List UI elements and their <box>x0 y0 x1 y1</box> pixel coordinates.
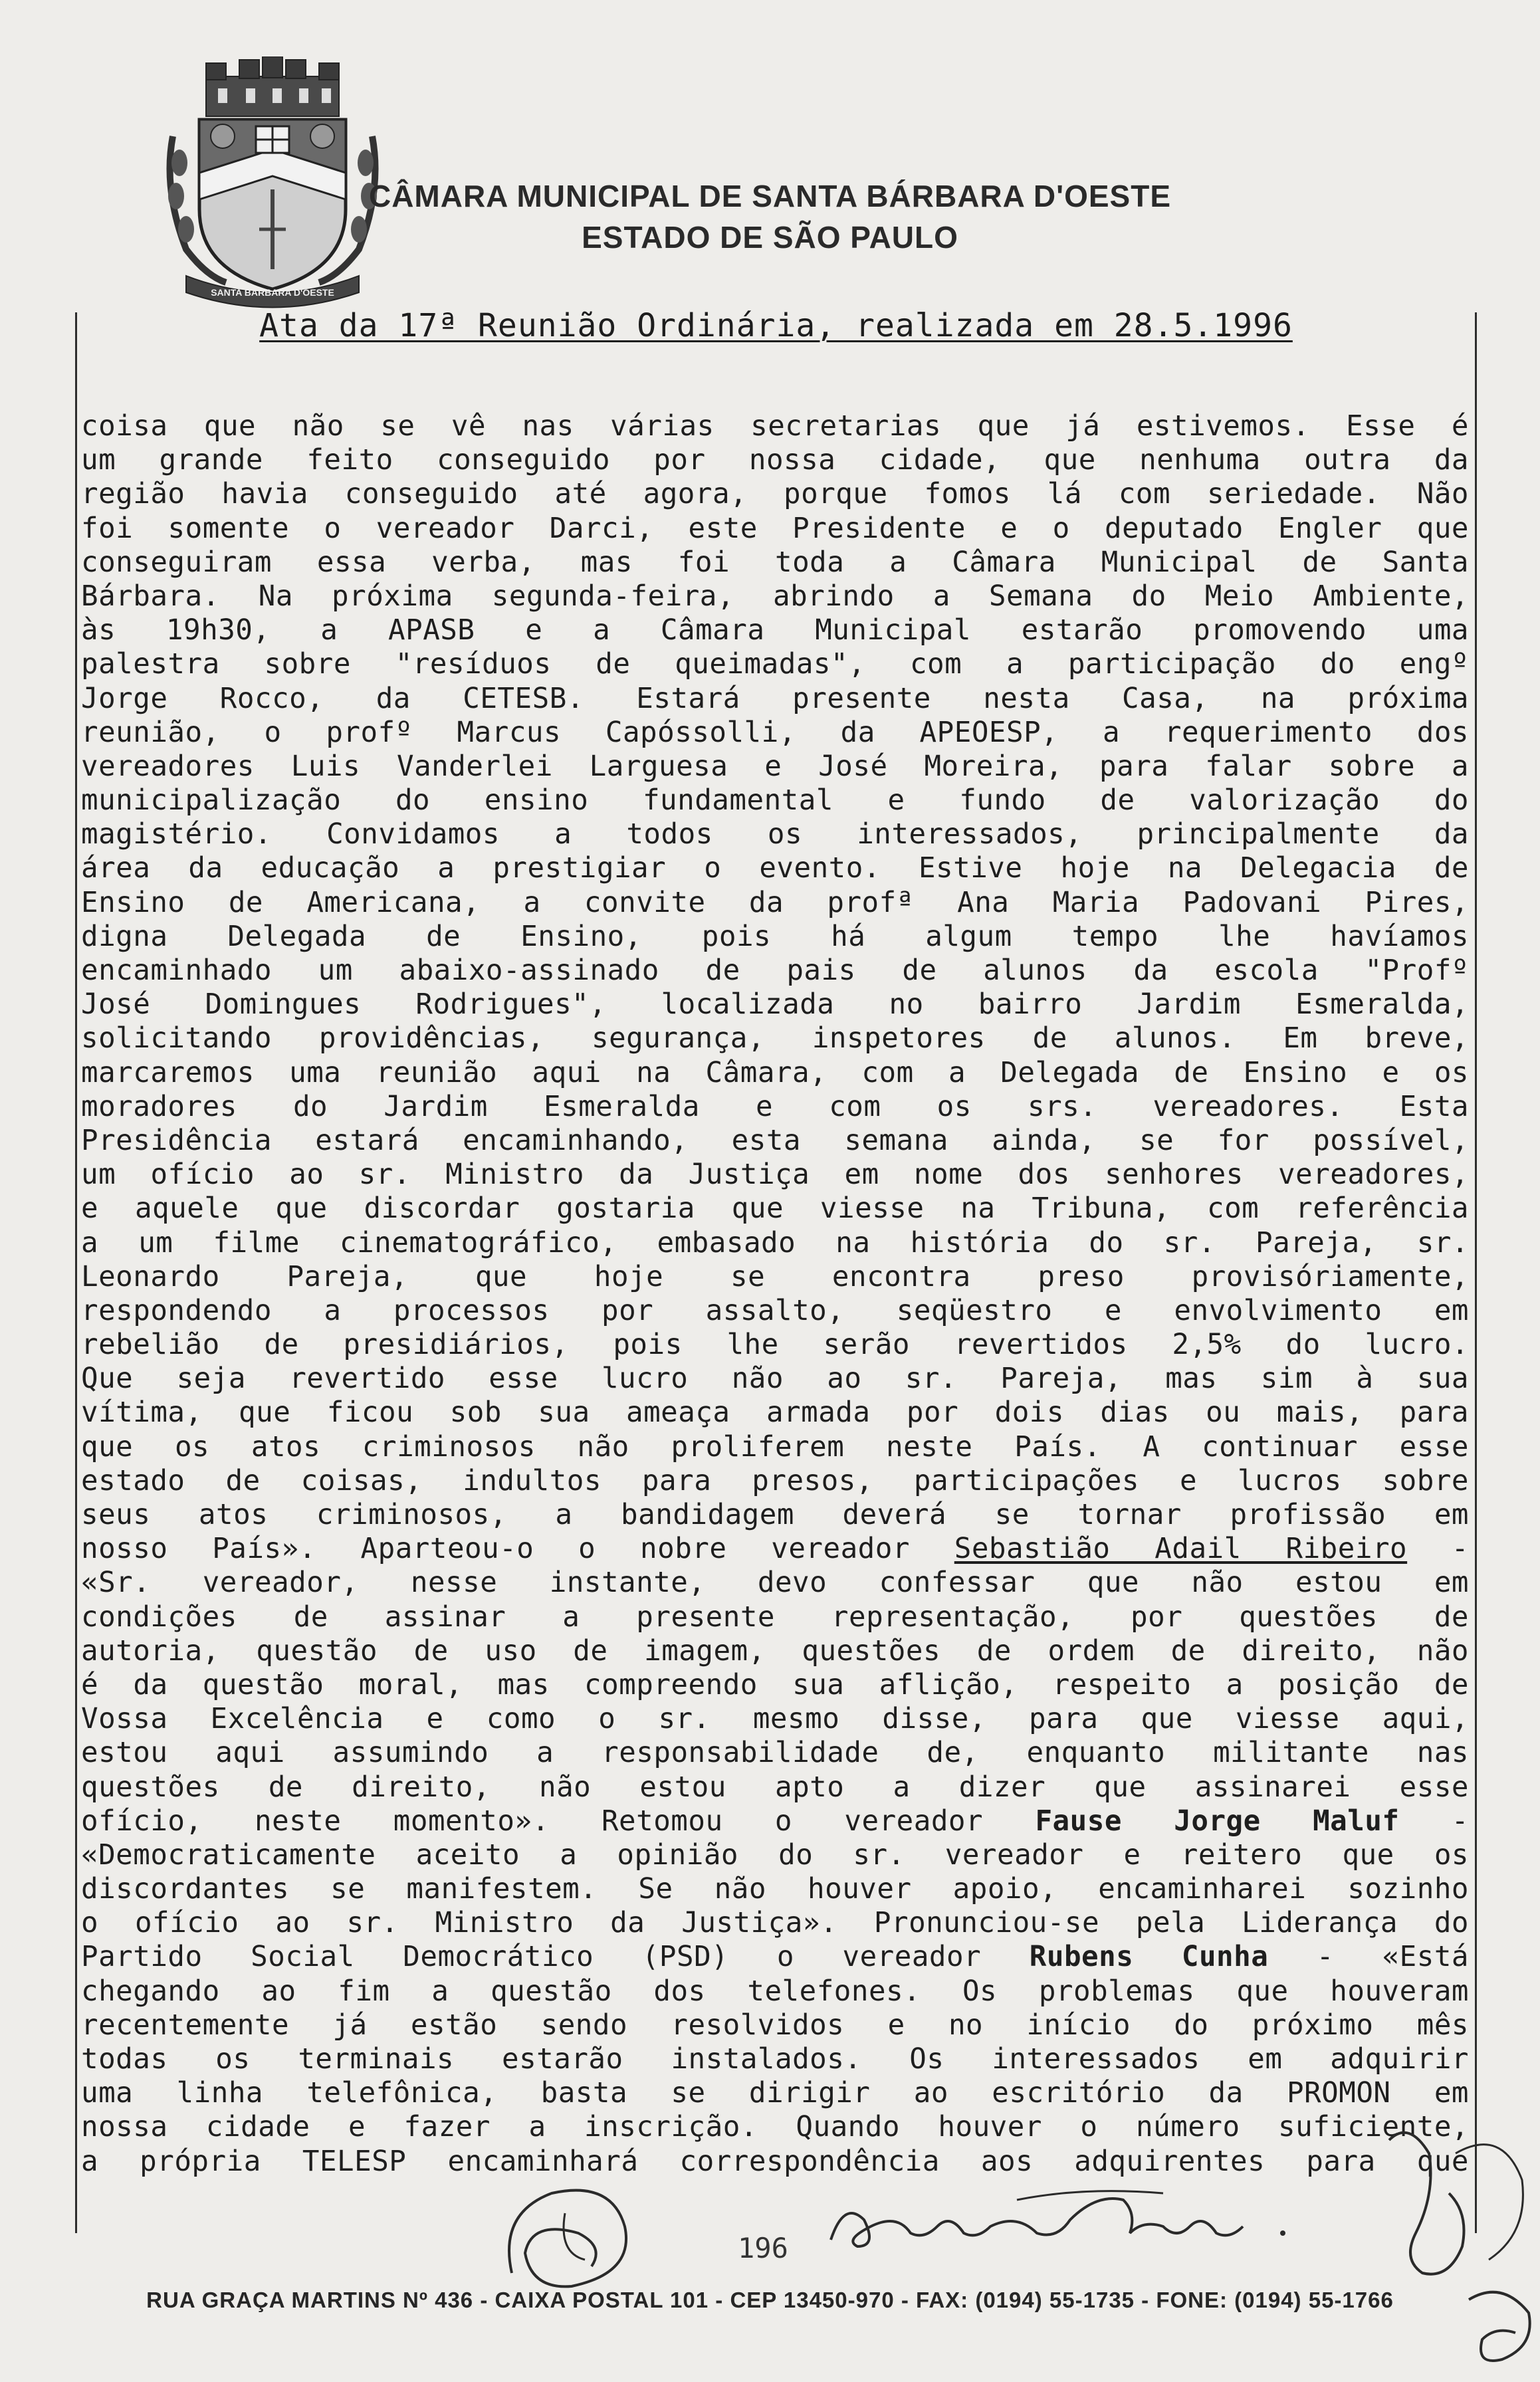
body-line: vereadores Luis Vanderlei Larguesa e José Moreira, para falar sobre a <box>81 750 1469 783</box>
signature-left <box>492 2173 651 2300</box>
body-line: um ofício ao sr. Ministro da Justiça em nome dos senhores vereadores, <box>81 1158 1469 1192</box>
body-line: e aquele que discordar gostaria que viesse na Tribuna, com referência <box>81 1192 1469 1226</box>
body-line: palestra sobre "resíduos de queimadas", com a participação do engº <box>81 648 1469 681</box>
body-line: estado de coisas, indultos para presos, participações e lucros sobre <box>81 1464 1469 1497</box>
dash: - <box>1407 1533 1469 1566</box>
body-line: é da questão moral, mas compreendo sua aflição, respeito a posição de <box>81 1668 1469 1701</box>
body-line: estou aqui assumindo a responsabilidade de, enquanto militante nas <box>81 1737 1469 1770</box>
body-line: respondendo a processos por assalto, seqüestro e envolvimento em <box>81 1294 1469 1327</box>
body-line: recentemente já estão sendo resolvidos e no início do próximo mês <box>81 2008 1469 2042</box>
body-line: área da educação a prestigiar o evento. Estive hoje na Delegacia de <box>81 852 1469 885</box>
body-line: rebelião de presidiários, pois lhe serão revertidos 2,5% do lucro. <box>81 1329 1469 1362</box>
institution-name: CÂMARA MUNICIPAL DE SANTA BÁRBARA D'OESTE <box>368 179 1172 213</box>
body-line: «Democraticamente aceito a opinião do sr. vereador e reitero que os <box>81 1838 1469 1872</box>
dash: - «Está <box>1268 1941 1469 1974</box>
body-line: Bárbara. Na próxima segunda-feira, abrindo a Semana do Meio Ambiente, <box>81 580 1469 613</box>
body-line: a própria TELESP encaminhará correspondência aos adquirentes para que <box>81 2145 1469 2178</box>
state-name: ESTADO DE SÃO PAULO <box>582 220 958 255</box>
body-line: chegando ao fim a questão dos telefones. Os problemas que houveram <box>81 1975 1469 2008</box>
body-line: a um filme cinematográfico, embasado na história do sr. Pareja, sr. <box>81 1226 1469 1259</box>
body-line-text: nosso País». Aparteou-o o nobre vereador <box>81 1533 954 1566</box>
crest-ribbon-text: SANTA BARBARA D'OESTE <box>211 287 334 298</box>
body-line-rubens <box>81 1940 1469 1974</box>
body-line: coisa que não se vê nas várias secretarias que já estivemos. Esse é <box>81 410 1469 443</box>
footer-address: RUA GRAÇA MARTINS Nº 436 - CAIXA POSTAL 101 - CEP 13450-970 - FAX: (0194) 55-1735 - FONE: (0194) 55-1766 <box>146 2288 1394 2312</box>
body-line-fause <box>81 1804 1469 1838</box>
signature-right <box>1369 2113 1540 2379</box>
body-line-sebastiao <box>81 1532 1469 1566</box>
body-line: municipalização do ensino fundamental e fundo de valorização do <box>81 784 1469 817</box>
body-line: Ensino de Americana, a convite da profª Ana Maria Padovani Pires, <box>81 886 1469 919</box>
dash: - <box>1399 1804 1469 1838</box>
body-line: magistério. Convidamos a todos os interessados, principalmente da <box>81 818 1469 851</box>
body-line: região havia conseguido até agora, porque fomos lá com seriedade. Não <box>81 478 1469 511</box>
body-line: autoria, questão de uso de imagem, questões de ordem de direito, não <box>81 1634 1469 1668</box>
minutes-body <box>81 409 1469 2179</box>
body-line-text: ofício, neste momento». Retomou o vereador <box>81 1804 1036 1838</box>
body-line: conseguiram essa verba, mas foi toda a Câmara Municipal de Santa <box>81 546 1469 579</box>
body-line: Vossa Excelência e como o sr. mesmo disse, para que viesse aqui, <box>81 1703 1469 1736</box>
body-line: às 19h30, a APASB e a Câmara Municipal estarão promovendo uma <box>81 614 1469 647</box>
body-line: marcaremos uma reunião aqui na Câmara, com a Delegada de Ensino e os <box>81 1056 1469 1089</box>
body-line: José Domingues Rodrigues", localizada no bairro Jardim Esmeralda, <box>81 988 1469 1022</box>
body-line: «Sr. vereador, nesse instante, devo confessar que não estou em <box>81 1567 1469 1600</box>
speaker-name: Fause Jorge Maluf <box>1035 1804 1400 1838</box>
body-line: uma linha telefônica, basta se dirigir ao escritório da PROMON em <box>81 2077 1469 2110</box>
body-line: moradores do Jardim Esmeralda e com os srs. vereadores. Esta <box>81 1090 1469 1123</box>
body-line: vítima, que ficou sob sua ameaça armada por dois dias ou mais, para <box>81 1396 1469 1430</box>
speaker-name: Rubens Cunha <box>1029 1941 1269 1974</box>
page-number: 196 <box>738 2232 788 2264</box>
body-line: digna Delegada de Ensino, pois há algum tempo lhe havíamos <box>81 920 1469 953</box>
body-line: solicitando providências, segurança, inspetores de alunos. Em breve, <box>81 1022 1469 1055</box>
left-margin-rule <box>75 312 77 2233</box>
body-line: encaminhado um abaixo-assinado de pais de alunos da escola "Profº <box>81 954 1469 987</box>
body-line: Jorge Rocco, da CETESB. Estará presente nesta Casa, na próxima <box>81 682 1469 715</box>
body-line: reunião, o profº Marcus Capóssolli, da APEOESP, a requerimento dos <box>81 716 1469 749</box>
speaker-name: Sebastião Adail Ribeiro <box>954 1533 1408 1566</box>
body-line: questões de direito, não estou apto a dizer que assinarei esse <box>81 1771 1469 1804</box>
body-line: foi somente o vereador Darci, este Presidente e o deputado Engler que <box>81 512 1469 545</box>
body-line: o ofício ao sr. Ministro da Justiça». Pronunciou-se pela Liderança do <box>81 1907 1469 1940</box>
body-line: discordantes se manifestem. Se não houver apoio, encaminharei sozinho <box>81 1873 1469 1906</box>
body-line: todas os terminais estarão instalados. Os interessados em adquirir <box>81 2043 1469 2076</box>
body-line: condições de assinar a presente representação, por questões de <box>81 1600 1469 1634</box>
body-line: que os atos criminosos não proliferem neste País. A continuar esse <box>81 1430 1469 1463</box>
body-line: nossa cidade e fazer a inscrição. Quando houver o número suficiente, <box>81 2111 1469 2144</box>
right-margin-rule <box>1475 312 1477 2233</box>
session-title: Ata da 17ª Reunião Ordinária, realizada em 28.5.1996 <box>259 307 1293 344</box>
body-line: Leonardo Pareja, que hoje se encontra preso provisóriamente, <box>81 1260 1469 1293</box>
body-line: Que seja revertido esse lucro não ao sr. Pareja, mas sim à sua <box>81 1362 1469 1396</box>
body-line: Presidência estará encaminhando, esta semana ainda, se for possível, <box>81 1124 1469 1157</box>
body-line-text: Partido Social Democrático (PSD) o vereador <box>81 1941 1030 1974</box>
body-line: seus atos criminosos, a bandidagem deverá se tornar profissão em <box>81 1499 1469 1531</box>
body-line: um grande feito conseguido por nossa cidade, que nenhuma outra da <box>81 444 1469 477</box>
signature-center <box>818 2173 1323 2266</box>
